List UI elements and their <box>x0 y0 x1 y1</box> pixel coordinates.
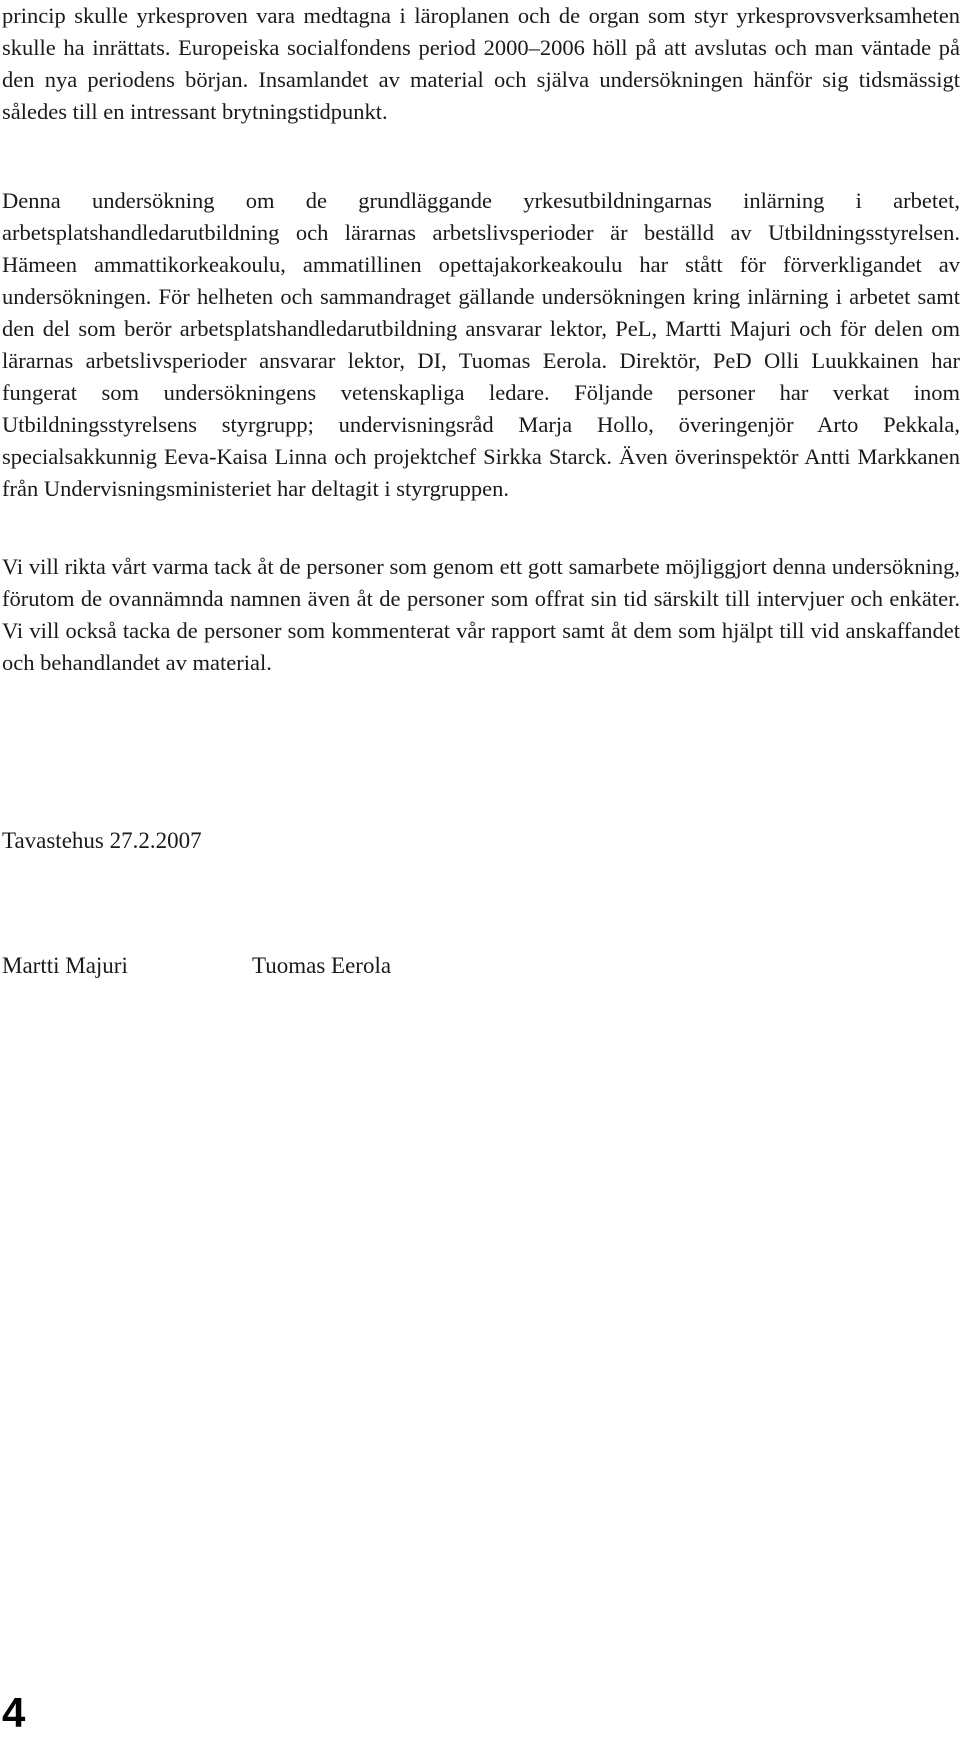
signature-name-2: Tuomas Eerola <box>252 953 392 978</box>
page-number: 4 <box>2 1689 26 1736</box>
body-paragraph-2: Denna undersökning om de grundläggande yrkesutbildningarnas inlärning i arbetet, arbetsplatshandledarutbildning och lärarnas arbetslivsperioder är beställd av Utbildningsstyrelsen. Hämeen ammattikorkeakoulu, ammatillinen opettajakorkeakoulu har stått för förverkligandet av undersökningen. För helheten och sammandraget gällande undersökningen kring inlärning i arbetet samt den del som berör arbetsplatshandledarutbildning ansvarar lektor, PeL, Martti Majuri och för delen om lärarnas arbetslivsperioder ansvarar lektor, DI, Tuomas Eerola. Direktör, PeD Olli Luukkainen har fungerat som undersökningens vetenskapliga ledare. Följande personer har verkat inom Utbildningsstyrelsens styrgrupp; undervisningsråd Marja Hollo, överingenjör Arto Pekkala, specialsakkunnig Eeva-Kaisa Linna och projektchef Sirkka Starck. Även överinspektör Antti Markkanen från Undervisningsministeriet har deltagit i styrgruppen. <box>2 188 960 501</box>
body-paragraph-3: Vi vill rikta vårt varma tack åt de personer som genom ett gott samarbete möjliggjort denna undersökning, förutom de ovannämnda namnen även åt de personer som offrat sin tid särskilt till intervjuer och enkäter. Vi vill också tacka de personer som kommenterat vår rapport samt åt dem som hjälpt till vid anskaffandet och behandlandet av material. <box>2 554 960 675</box>
place-and-date: Tavastehus 27.2.2007 <box>2 828 202 853</box>
body-paragraph-1: princip skulle yrkesproven vara medtagna i läroplanen och de organ som styr yrkesprovsverksamheten skulle ha inrättats. Europeiska socialfondens period 2000–2006 höll på att avslutas och man väntade på den nya periodens början. Insamlandet av material och själva undersökningen hänför sig tidsmässigt således till en intressant brytningstidpunkt. <box>2 3 960 124</box>
signature-name-1: Martti Majuri <box>2 953 128 978</box>
signature-block <box>2 950 702 986</box>
